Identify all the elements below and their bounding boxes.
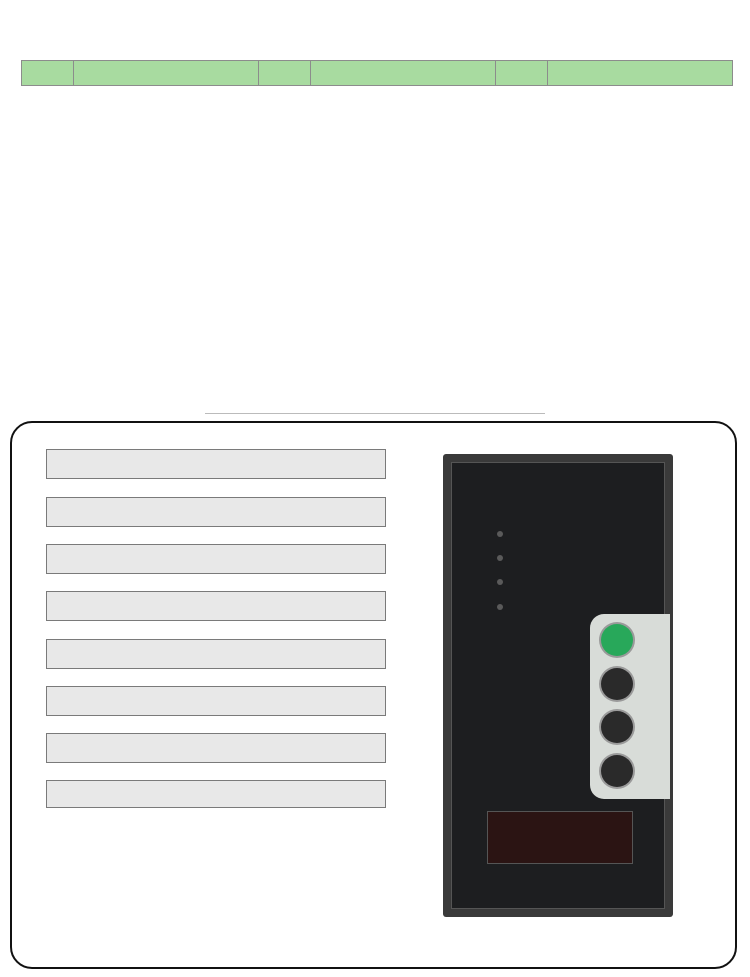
spec-input (46, 686, 386, 716)
column-header (311, 61, 496, 86)
spec-model (46, 497, 386, 527)
subtitle-divider (205, 413, 545, 414)
shift-button[interactable] (601, 755, 633, 787)
spec-output (46, 733, 386, 763)
spec-product-name (46, 449, 386, 479)
bar-graph-scale (500, 500, 590, 810)
column-header (22, 61, 74, 86)
spec-comm (46, 780, 386, 808)
spec-power (46, 639, 386, 669)
spec-accuracy (46, 591, 386, 621)
led-display (487, 811, 633, 864)
column-header (74, 61, 259, 86)
column-header (259, 61, 311, 86)
set-button[interactable] (601, 624, 633, 656)
up-button[interactable] (601, 668, 633, 700)
spec-range (46, 544, 386, 574)
input-code-table (21, 60, 733, 86)
down-button[interactable] (601, 711, 633, 743)
column-header (548, 61, 733, 86)
table-header-row (22, 61, 733, 86)
column-header (496, 61, 548, 86)
